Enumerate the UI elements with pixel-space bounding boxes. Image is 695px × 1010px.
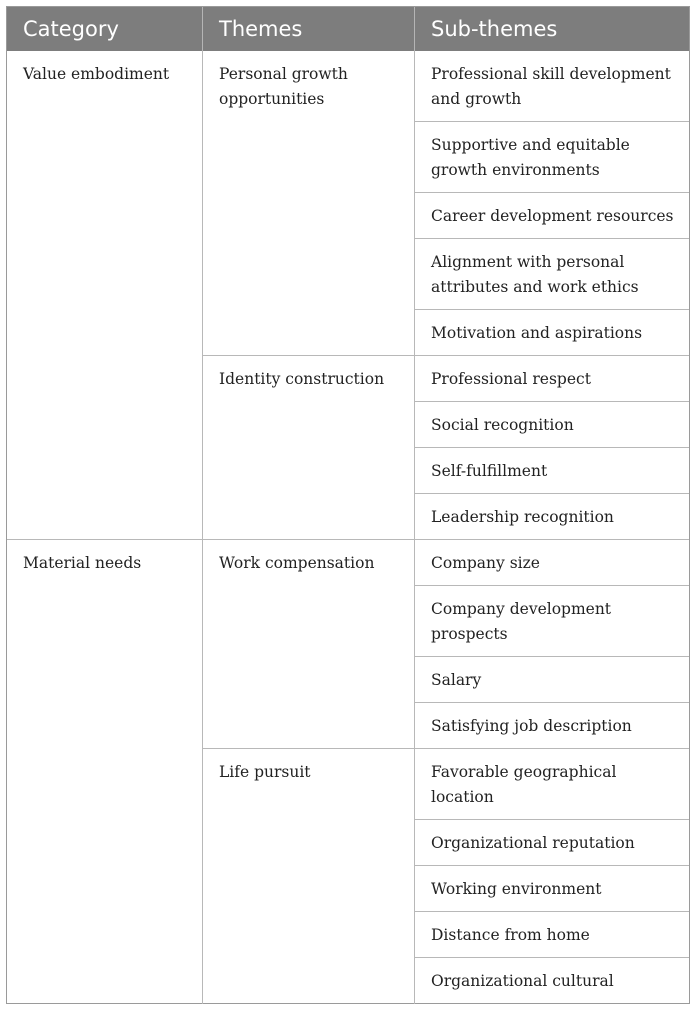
subtheme-cell: Working environment [431,880,602,898]
subtheme-cell: Distance from home [431,926,590,944]
themes-table [6,6,690,1004]
subtheme-cell: Organizational cultural [431,972,614,990]
subtheme-cell: Company size [431,554,540,572]
category-cell: Value embodiment [23,65,170,83]
theme-cell: Work compensation [219,554,375,572]
subtheme-cell: Favorable geographical location [431,763,617,806]
subtheme-cell: Salary [431,671,482,689]
header-themes: Themes [219,17,303,41]
theme-cell: Identity construction [219,370,385,388]
subtheme-cell: Professional skill development and growth [431,65,671,108]
subtheme-cell: Leadership recognition [431,508,614,526]
theme-cell: Life pursuit [219,763,311,781]
subtheme-cell: Company development prospects [431,600,612,643]
subtheme-cell: Supportive and equitable growth environments [431,136,630,179]
subtheme-cell: Alignment with personal attributes and work ethics [431,253,639,296]
subtheme-cell: Satisfying job description [431,717,632,735]
theme-cell: Personal growth opportunities [219,65,348,108]
subtheme-cell: Career development resources [431,207,674,225]
header-category: Category [23,17,119,41]
table-header [7,7,689,51]
column-divider [202,51,203,1004]
category-cell: Material needs [23,554,142,572]
subtheme-cell: Motivation and aspirations [431,324,643,342]
column-divider [414,51,415,1004]
subtheme-cell: Self-fulfillment [431,462,548,480]
subtheme-cell: Organizational reputation [431,834,635,852]
subtheme-cell: Professional respect [431,370,591,388]
subtheme-cell: Social recognition [431,416,574,434]
header-subthemes: Sub-themes [431,17,558,41]
